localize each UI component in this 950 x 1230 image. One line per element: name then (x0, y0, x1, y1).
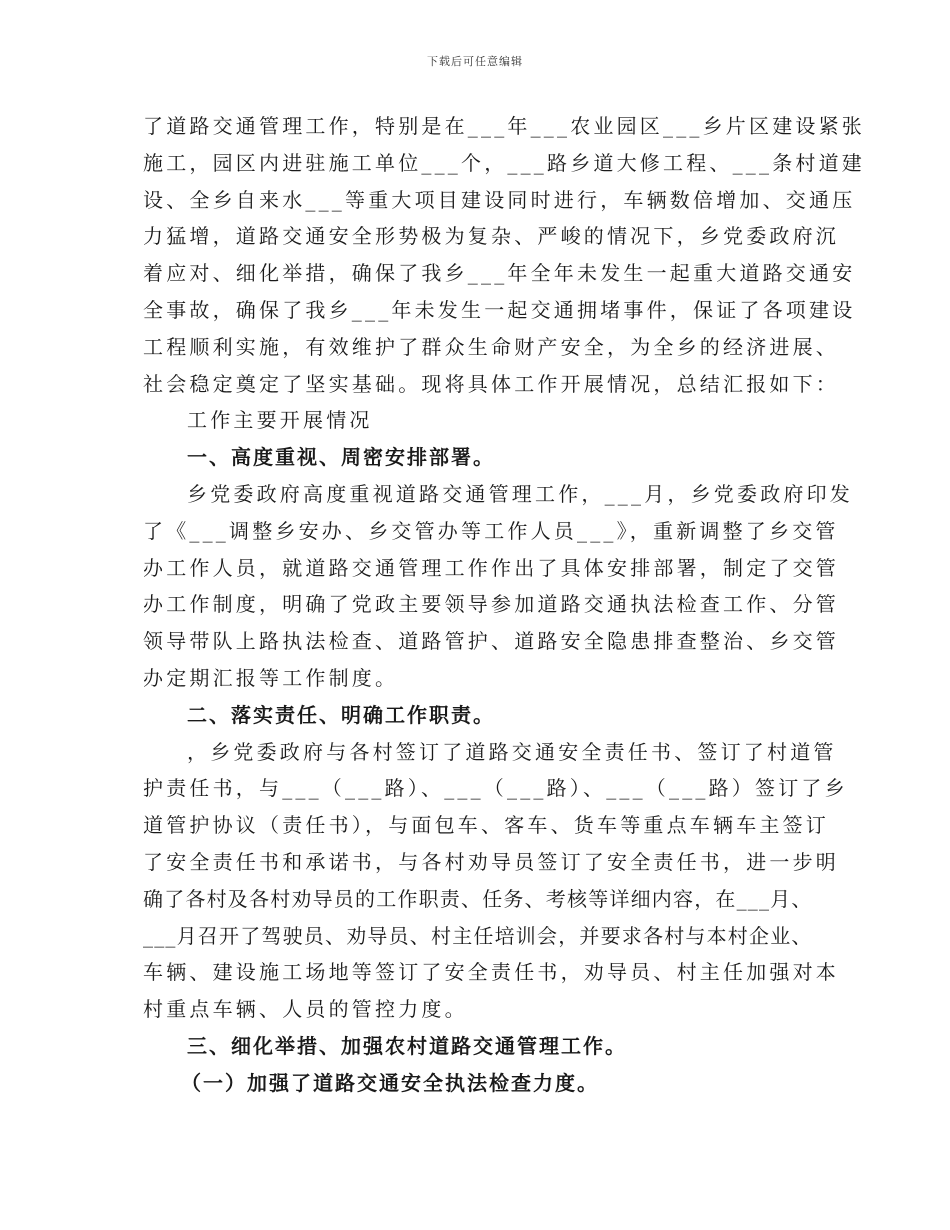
text-line: 了道路交通管理工作，特别是在___年___农业园区___乡片区建设紧张 (143, 114, 865, 138)
text-line: 道管护协议（责任书），与面包车、客车、货车等重点车辆车主签订 (143, 813, 829, 838)
section-heading-1: 一、高度重视、周密安排部署。 (187, 445, 495, 470)
text-line: 了安全责任书和承诺书，与各村劝导员签订了安全责任书，进一步明 (143, 849, 839, 874)
text-line: ，乡党委政府与各村签订了道路交通安全责任书、签订了村道管 (187, 739, 837, 764)
text-line: 领导带队上路执法检查、道路管护、道路安全隐患排查整治、乡交管 (143, 629, 839, 654)
document-body (143, 108, 865, 1102)
text-line: 确了各村及各村劝导员的工作职责、任务、考核等详细内容，在___月、 (143, 886, 813, 911)
text-line: 施工，园区内进驻施工单位___个，___路乡道大修工程、___条村道建 (143, 150, 865, 175)
text-line: 设、全乡自来水___等重大项目建设同时进行，车辆数倍增加、交通压 (143, 187, 856, 212)
text-line: 村重点车辆、人员的管控力度。 (143, 997, 468, 1022)
text-line: 办工作人员，就道路交通管理工作作出了具体安排部署，制定了交管 (143, 555, 839, 580)
page-header-note: 下载后可任意编辑 (427, 55, 523, 68)
subsection-heading-1: （一）加强了道路交通安全执法检查力度。 (181, 1070, 599, 1095)
section-intro-label: 工作主要开展情况 (187, 408, 373, 433)
text-line: 着应对、细化举措，确保了我乡___年全年未发生一起重大道路交通安 (143, 261, 856, 286)
text-line: 护责任书，与___（___路）、___（___路）、___（___路）签订了乡 (143, 776, 848, 801)
text-line: 工程顺利实施，有效维护了群众生命财产安全，为全乡的经济进展、 (143, 334, 839, 359)
text-line: 力猛增，道路交通安全形势极为复杂、严峻的情况下，乡党委政府沉 (143, 224, 839, 249)
section-heading-3: 三、细化举措、加强农村道路交通管理工作。 (187, 1033, 627, 1058)
text-line: 了《___调整乡安办、乡交管办等工作人员___》，重新调整了乡交管 (143, 518, 839, 543)
text-line: 社会稳定奠定了坚实基础。现将具体工作开展情况，总结汇报如下： (143, 371, 839, 396)
section-heading-2: 二、落实责任、明确工作职责。 (187, 702, 495, 727)
text-line: 车辆、建设施工场地等签订了安全责任书，劝导员、村主任加强对本 (143, 960, 839, 985)
text-line: 办定期汇报等工作制度。 (143, 665, 399, 690)
text-line: ___月召开了驾驶员、劝导员、村主任培训会，并要求各村与本村企业、 (143, 923, 813, 948)
text-line: 乡党委政府高度重视道路交通管理工作，___月，乡党委政府印发 (187, 481, 853, 506)
text-line: 全事故，确保了我乡___年未发生一起交通拥堵事件，保证了各项建设 (143, 297, 856, 322)
text-line: 办工作制度，明确了党政主要领导参加道路交通执法检查工作、分管 (143, 592, 839, 617)
